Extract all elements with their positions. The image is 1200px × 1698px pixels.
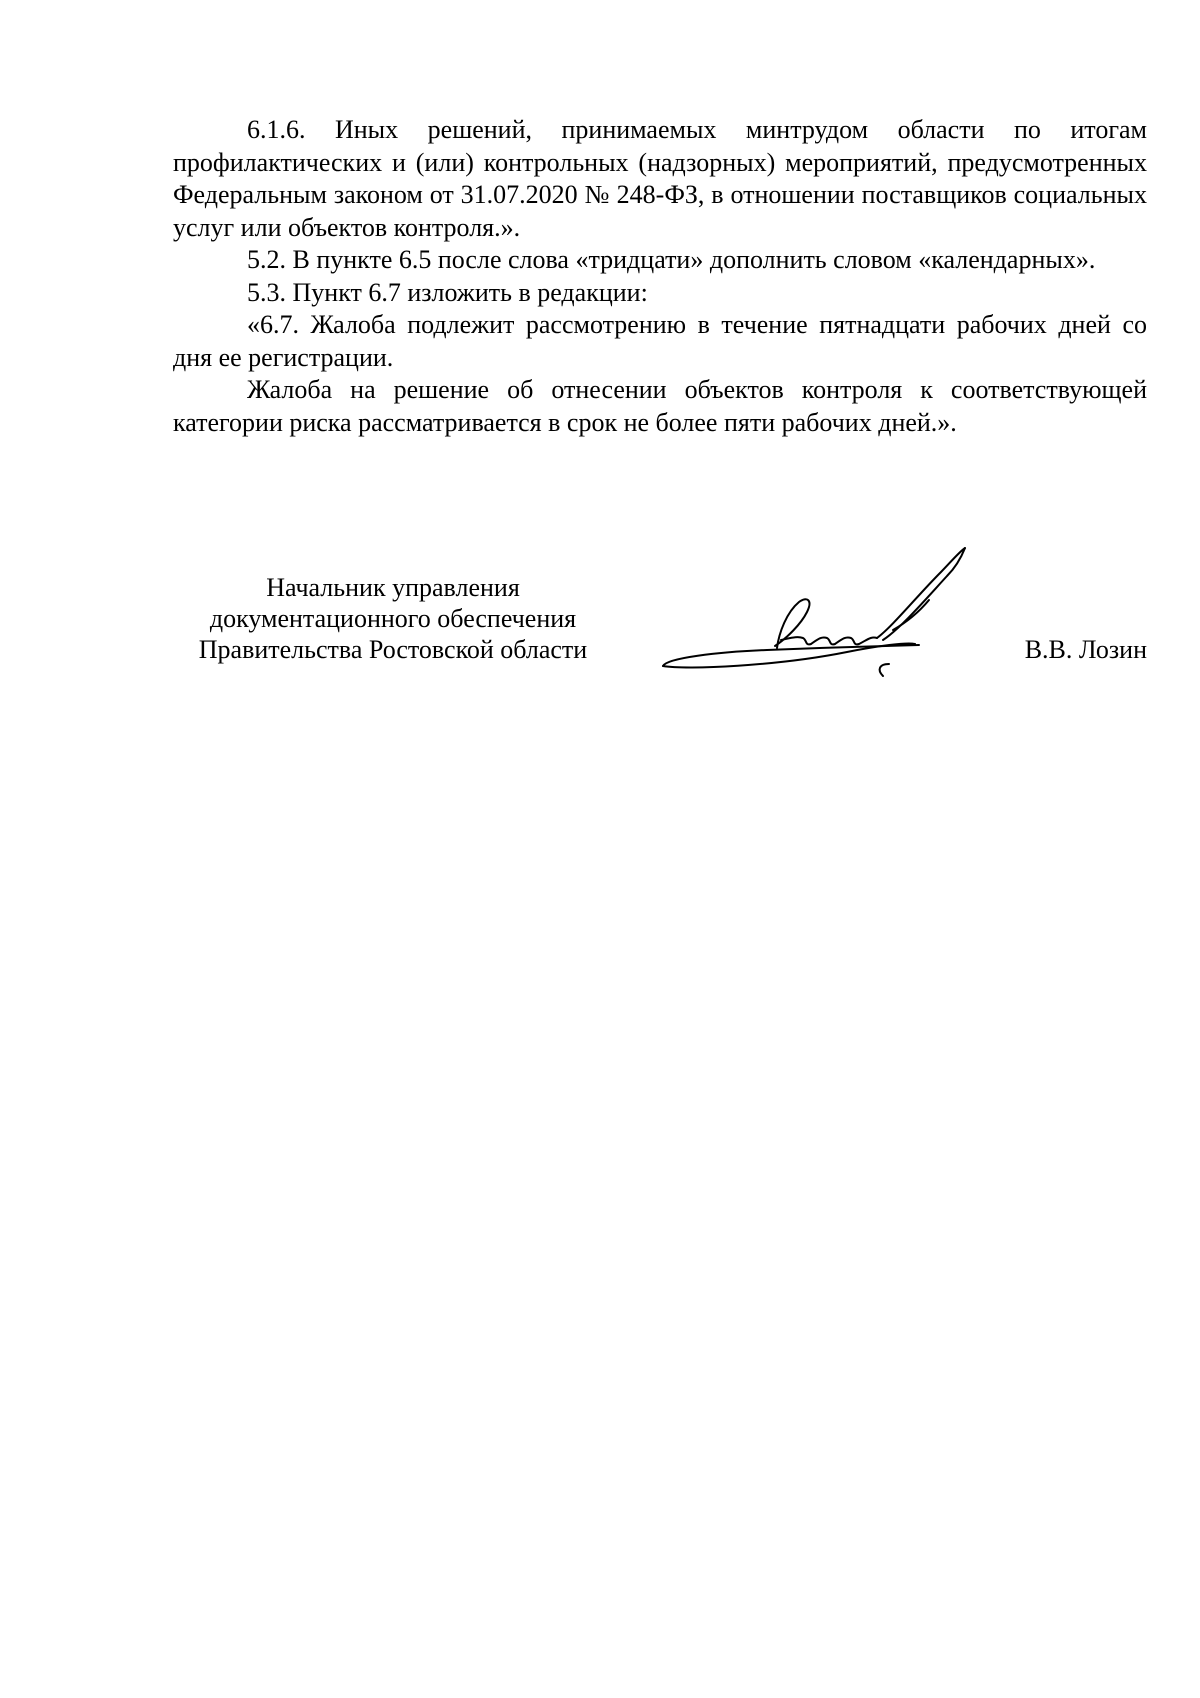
signatory-title xyxy=(173,572,613,665)
handwritten-signature xyxy=(657,542,987,692)
paragraph-5-3: 5.3. Пункт 6.7 изложить в редакции: xyxy=(247,277,648,307)
signatory-title-line: Правительства Ростовской области xyxy=(198,635,588,664)
signature-block xyxy=(173,572,1147,692)
paragraph-complaint-risk: Жалоба на решение об отнесении объектов контроля к соответствующей категории риска рассматривается в срок не более пяти рабочих дней.». xyxy=(173,375,1147,437)
paragraph-6-7: «6.7. Жалоба подлежит рассмотрению в течение пятнадцати рабочих дней со дня ее регистрации. xyxy=(173,310,1147,372)
document-body xyxy=(173,114,1147,439)
signatory-name: В.В. Лозин xyxy=(1024,635,1147,664)
paragraph-5-2: 5.2. В пункте 6.5 после слова «тридцати» дополнить словом «календарных». xyxy=(247,245,1096,274)
paragraph-6-1-6: 6.1.6. Иных решений, принимаемых минтрудом области по итогам профилактических и (или) контрольных (надзорных) мероприятий, предусмотренных Федеральным законом от 31.07.2020 № 248-ФЗ, в отношении поставщиков социальных услуг или объектов контроля.». xyxy=(173,115,1147,242)
signatory-title-line: документационного обеспечения xyxy=(209,604,577,633)
signatory-title-line: Начальник управления xyxy=(266,573,520,602)
